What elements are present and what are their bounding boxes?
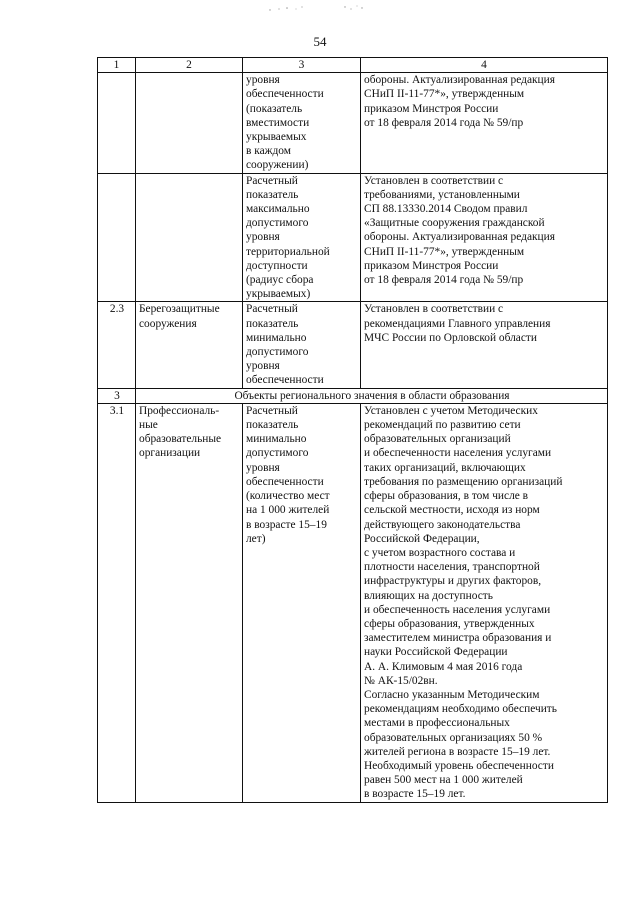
section-title: Объекты регионального значения в области образования bbox=[136, 388, 608, 403]
row-number: 2.3 bbox=[98, 302, 136, 388]
value-cell: обороны. Актуализированная редакция СНиП II-11-77*», утвержденным приказом Минстроя России от 18 февраля 2014 года № 59/пр bbox=[361, 73, 608, 173]
object-name bbox=[136, 173, 243, 302]
section-row bbox=[98, 388, 608, 403]
object-name: Берегозащитные сооружения bbox=[136, 302, 243, 388]
column-number: 2 bbox=[136, 58, 243, 73]
table-row bbox=[98, 73, 608, 173]
table-row bbox=[98, 302, 608, 388]
row-number bbox=[98, 173, 136, 302]
value-cell: Установлен в соответствии с рекомендациями Главного управления МЧС России по Орловской области bbox=[361, 302, 608, 388]
object-name bbox=[136, 73, 243, 173]
column-number: 3 bbox=[243, 58, 361, 73]
table-row bbox=[98, 403, 608, 802]
column-number: 1 bbox=[98, 58, 136, 73]
row-number bbox=[98, 73, 136, 173]
indicator-cell: уровня обеспеченности (показатель вместимости укрываемых в каждом сооружении) bbox=[243, 73, 361, 173]
value-cell: Установлен в соответствии с требованиями, установленными СП 88.13330.2014 Сводом правил «Защитные сооружения гражданской обороны. Актуализированная редакция СНиП II-11-77*», утвержденным приказом Минстроя России от 18 февраля 2014 года № 59/пр bbox=[361, 173, 608, 302]
column-number: 4 bbox=[361, 58, 608, 73]
scan-artifact bbox=[265, 4, 385, 12]
object-name: Профессиональ- ные образовательные организации bbox=[136, 403, 243, 802]
indicator-cell: Расчетный показатель максимально допустимого уровня территориальной доступности (радиус сбора укрываемых) bbox=[243, 173, 361, 302]
column-number-row bbox=[98, 58, 608, 73]
value-cell: Установлен с учетом Методических рекомендаций по развитию сети образовательных организаций и обеспеченности населения услугами таких организаций, включающих требования по размещению организаций сферы образования, в том числе в сельской местности, исходя из норм действующего законодательства Российской Федерации, с учетом возрастного состава и плотности населения, транспортной инфраструктуры и других факторов, влияющих на доступность и обеспеченность населения услугами сферы образования, утвержденных заместителем министра образования и науки Российской Федерации А. А. Климовым 4 мая 2016 года № АК-15/02вн. Согласно указанным Методическим рекомендациям необходимо обеспечить местами в профессиональных образовательных организациях 50 % жителей региона в возрасте 15–19 лет. Необходимый уровень обеспеченности равен 500 мест на 1 000 жителей в возрасте 15–19 лет. bbox=[361, 403, 608, 802]
regulation-table bbox=[97, 57, 608, 803]
row-number: 3.1 bbox=[98, 403, 136, 802]
indicator-cell: Расчетный показатель минимально допустимого уровня обеспеченности bbox=[243, 302, 361, 388]
table-row bbox=[98, 173, 608, 302]
page-number: 54 bbox=[313, 34, 327, 49]
section-number: 3 bbox=[98, 388, 136, 403]
indicator-cell: Расчетный показатель минимально допустимого уровня обеспеченности (количество мест на 1 000 жителей в возрасте 15–19 лет) bbox=[243, 403, 361, 802]
